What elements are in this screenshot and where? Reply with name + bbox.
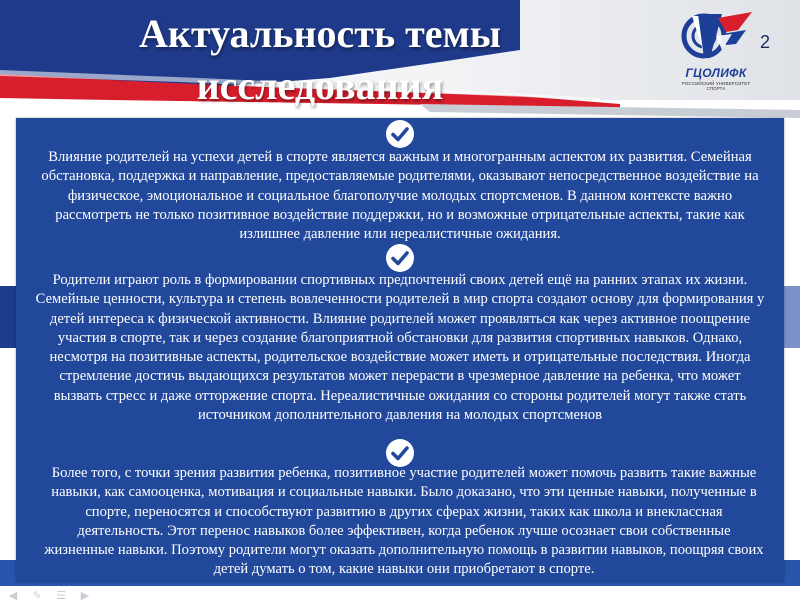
- checkmark-circle-icon: [385, 243, 415, 273]
- menu-icon[interactable]: ☰: [56, 589, 66, 602]
- pen-icon[interactable]: ✎: [32, 589, 42, 602]
- checkmark-circle-icon: [385, 119, 415, 149]
- next-slide-icon[interactable]: ▶: [80, 589, 90, 602]
- paragraph-1: Влияние родителей на успехи детей в спорте является важным и многогранным аспектом их развития. Семейная обстановка, поддержка и направление, предоставляемые родителями, оказывают непосредственное воздействие на физическое, эмоциональное и социальное благополучие молодых спортсменов. В данном контексте важно рассмотреть не только позитивное воздействие поддержки, но и возможные отрицательные аспекты, такие как излишнее давление или нереалистичные ожидания.: [41, 149, 759, 243]
- content-panel: [16, 118, 784, 582]
- logo-subtitle: РОССИЙСКИЙ УНИВЕРСИТЕТ СПОРТА: [681, 81, 751, 91]
- paragraph-2: Родители играют роль в формировании спортивных предпочтений своих детей ещё на ранних этапах их жизни. Семейные ценности, культура и степень вовлеченности родителей в мир спорта создают основу для формирования у детей интереса к физической активности. Влияние родителей может проявляться как через активное поощрение участия в спорте, так и через создание благоприятной обстановки для развития спортивных навыков. Однако, несмотря на позитивные аспекты, родительское воздействие может иметь и отрицательные последствия. Иногда стремление достичь выдающихся результатов может перерасти в чрезмерное давление на ребенка, что может вызвать стресс и даже отторжение спорта. Нереалистичные ожидания со стороны родителей могут также стать источником дополнительного давления на молодых спортсменов: [35, 272, 765, 424]
- slide-title-line-1: Актуальность темы: [139, 11, 501, 56]
- slide-title-line-2: исследования: [196, 63, 444, 108]
- slideshow-controls: [6, 586, 98, 600]
- previous-slide-icon[interactable]: ◀: [8, 589, 18, 602]
- university-logo: [676, 8, 756, 94]
- slide-title: [90, 8, 550, 112]
- logo-name: ГЦОЛИФК: [685, 66, 747, 80]
- paragraph-3: Более того, с точки зрения развития ребенка, позитивное участие родителей может помочь развить такие важные навыки, как самооценка, мотивация и социальные навыки. Было доказано, что эти ценные навыки, полученные в спорте, переносятся и способствуют развитию в других сферах жизни, таких как школа и внеклассная деятельность. Этот перенос навыков более эффективен, когда ребенок лучше осознает свои собственные жизненные навыки. Поэтому родители могут оказать дополнительную помощь в развитии навыков, поощряя своих детей думать о том, какие навыки они приобретают в спорте.: [44, 465, 764, 578]
- logo-emblem-icon: [676, 8, 756, 66]
- slide-number: 2: [760, 32, 771, 52]
